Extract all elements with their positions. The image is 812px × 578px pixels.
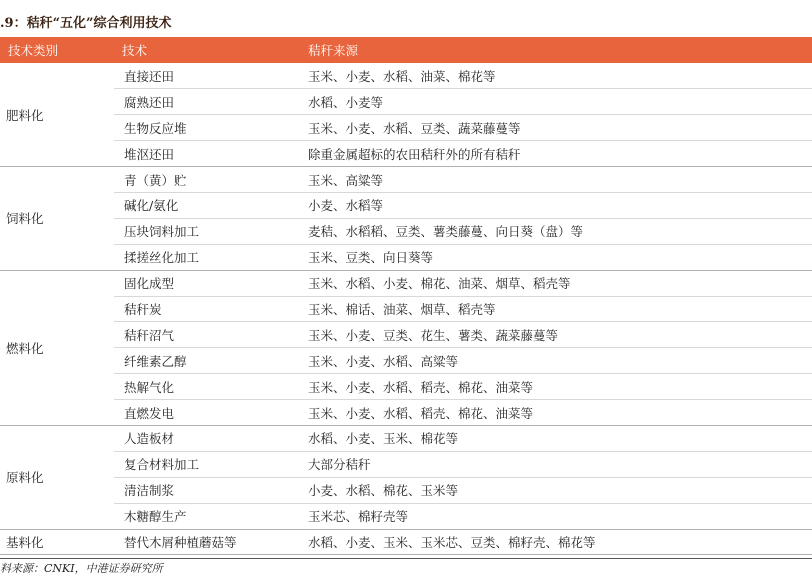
- source-cell: 水稻、小麦、玉米、玉米芯、豆类、棉籽壳、棉花等: [300, 529, 812, 555]
- tech-cell: 纤维素乙醇: [114, 348, 300, 374]
- category-cell: 原料化: [0, 425, 114, 529]
- source-cell: 玉米、高粱等: [300, 167, 812, 193]
- table-row: [0, 63, 812, 89]
- category-cell: 肥料化: [0, 63, 114, 167]
- table-row: [0, 400, 812, 426]
- header-category: 技术类别: [8, 43, 59, 58]
- source-cell: 水稻、小麦等: [300, 89, 812, 115]
- table-row: [0, 115, 812, 141]
- source-cell: 玉米、棉话、油菜、烟草、稻壳等: [300, 296, 812, 322]
- tech-cell: 碱化/氨化: [114, 192, 300, 218]
- table-row: [0, 192, 812, 218]
- table-header-row: [0, 37, 812, 63]
- tech-cell: 替代木屑种植蘑菇等: [114, 529, 300, 555]
- table-row: [0, 451, 812, 477]
- source-cell: 麦秸、水稻稻、豆类、薯类藤蔓、向日葵（盘）等: [300, 218, 812, 244]
- table-row: [0, 89, 812, 115]
- tech-cell: 生物反应堆: [114, 115, 300, 141]
- table-row: [0, 477, 812, 503]
- source-cell: 玉米、小麦、水稻、稻壳、棉花、油菜等: [300, 374, 812, 400]
- table-row: [0, 348, 812, 374]
- source-cell: 玉米、小麦、水稻、稻壳、棉花、油菜等: [300, 400, 812, 426]
- footer-divider: [0, 558, 812, 559]
- header-source: 秸秆来源: [308, 43, 359, 58]
- table-row: [0, 167, 812, 193]
- table-row: [0, 141, 812, 167]
- table-row: [0, 244, 812, 270]
- tech-cell: 青（黄）贮: [114, 167, 300, 193]
- source-cell: 玉米、小麦、水稻、高粱等: [300, 348, 812, 374]
- table-title: .9：秸秆“五化”综合利用技术: [0, 16, 172, 31]
- source-cell: 玉米、小麦、水稻、豆类、蔬菜藤蔓等: [300, 115, 812, 141]
- tech-cell: 腐熟还田: [114, 89, 300, 115]
- table-row: [0, 270, 812, 296]
- tech-cell: 固化成型: [114, 270, 300, 296]
- table-row: [0, 529, 812, 555]
- source-cell: 玉米芯、棉籽壳等: [300, 503, 812, 529]
- header-tech: 技术: [122, 43, 148, 58]
- table-row: [0, 425, 812, 451]
- tech-cell: 压块饲料加工: [114, 218, 300, 244]
- straw-utilization-table: [0, 37, 812, 555]
- source-cell: 玉米、小麦、水稻、油菜、棉花等: [300, 63, 812, 89]
- source-note: 料来源：CNKI，中港证券研究所: [0, 562, 163, 575]
- table-body: [0, 63, 812, 555]
- source-cell: 水稻、小麦、玉米、棉花等: [300, 425, 812, 451]
- table-row: [0, 218, 812, 244]
- tech-cell: 直接还田: [114, 63, 300, 89]
- source-cell: 大部分秸秆: [300, 451, 812, 477]
- source-cell: 玉米、豆类、向日葵等: [300, 244, 812, 270]
- tech-cell: 直燃发电: [114, 400, 300, 426]
- source-cell: 玉米、小麦、豆类、花生、薯类、蔬菜藤蔓等: [300, 322, 812, 348]
- tech-cell: 清洁制浆: [114, 477, 300, 503]
- source-cell: 小麦、水稻、棉花、玉米等: [300, 477, 812, 503]
- table-row: [0, 374, 812, 400]
- tech-cell: 揉搓丝化加工: [114, 244, 300, 270]
- source-cell: 除重金属超标的农田秸秆外的所有秸秆: [300, 141, 812, 167]
- table-row: [0, 322, 812, 348]
- tech-cell: 木糖醇生产: [114, 503, 300, 529]
- category-cell: 饲料化: [0, 167, 114, 271]
- category-cell: 燃料化: [0, 270, 114, 425]
- table-row: [0, 503, 812, 529]
- source-cell: 玉米、水稻、小麦、棉花、油菜、烟草、稻壳等: [300, 270, 812, 296]
- tech-cell: 人造板材: [114, 425, 300, 451]
- source-cell: 小麦、水稻等: [300, 192, 812, 218]
- tech-cell: 秸秆炭: [114, 296, 300, 322]
- category-cell: 基料化: [0, 529, 114, 555]
- tech-cell: 堆沤还田: [114, 141, 300, 167]
- tech-cell: 热解气化: [114, 374, 300, 400]
- tech-cell: 秸秆沼气: [114, 322, 300, 348]
- tech-cell: 复合材料加工: [114, 451, 300, 477]
- table-row: [0, 296, 812, 322]
